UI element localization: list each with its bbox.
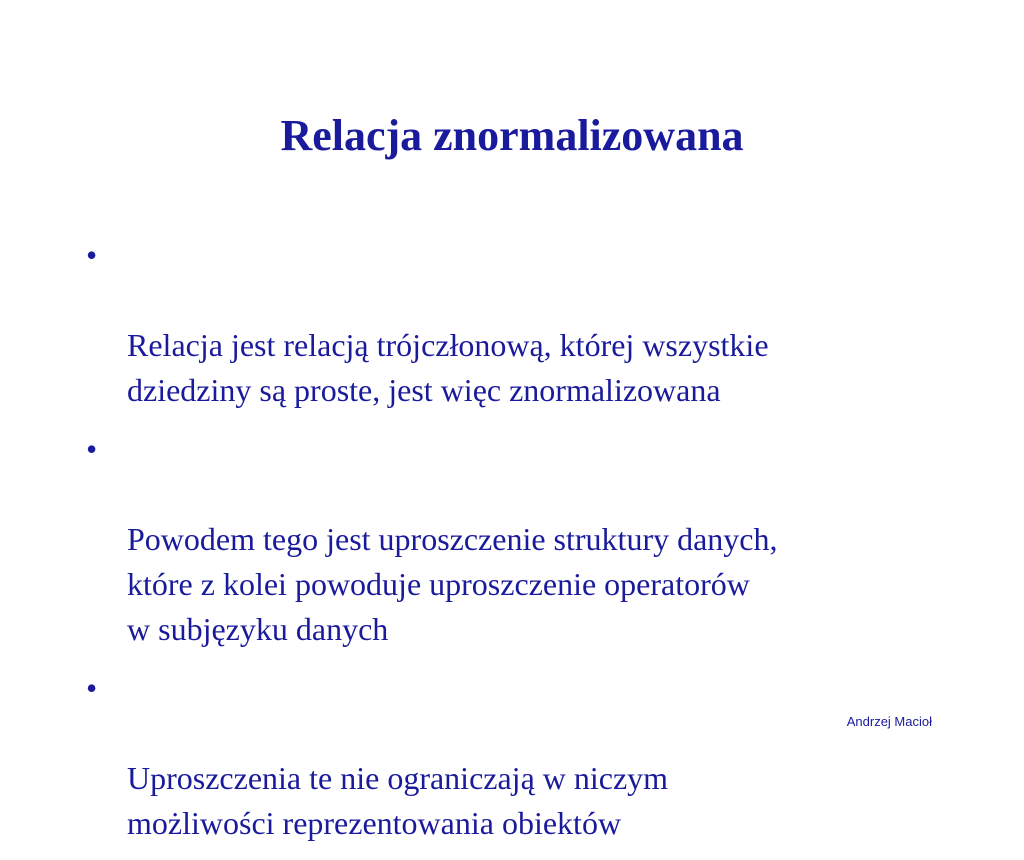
author-footer: Andrzej Macioł [846,714,932,729]
bullet-text: Uproszczenia te nie ograniczają w niczym możliwości reprezentowania obiektów [127,760,669,841]
bullet-item [80,666,960,846]
bullet-text: Relacja jest relacją trójczłonową, której wszystkie dziedziny są proste, jest więc znormalizowana [127,327,769,408]
bullet-icon: • [86,237,98,273]
bullet-list [80,233,960,860]
bullet-item [80,233,960,413]
bullet-text: Powodem tego jest uproszczenie struktury danych, które z kolei powoduje uproszczenie operatorów w subjęzyku danych [127,521,778,647]
bullet-icon: • [86,670,98,706]
bullet-icon: • [86,431,98,467]
slide-title: Relacja znormalizowana [280,111,744,160]
bullet-item [80,427,960,652]
